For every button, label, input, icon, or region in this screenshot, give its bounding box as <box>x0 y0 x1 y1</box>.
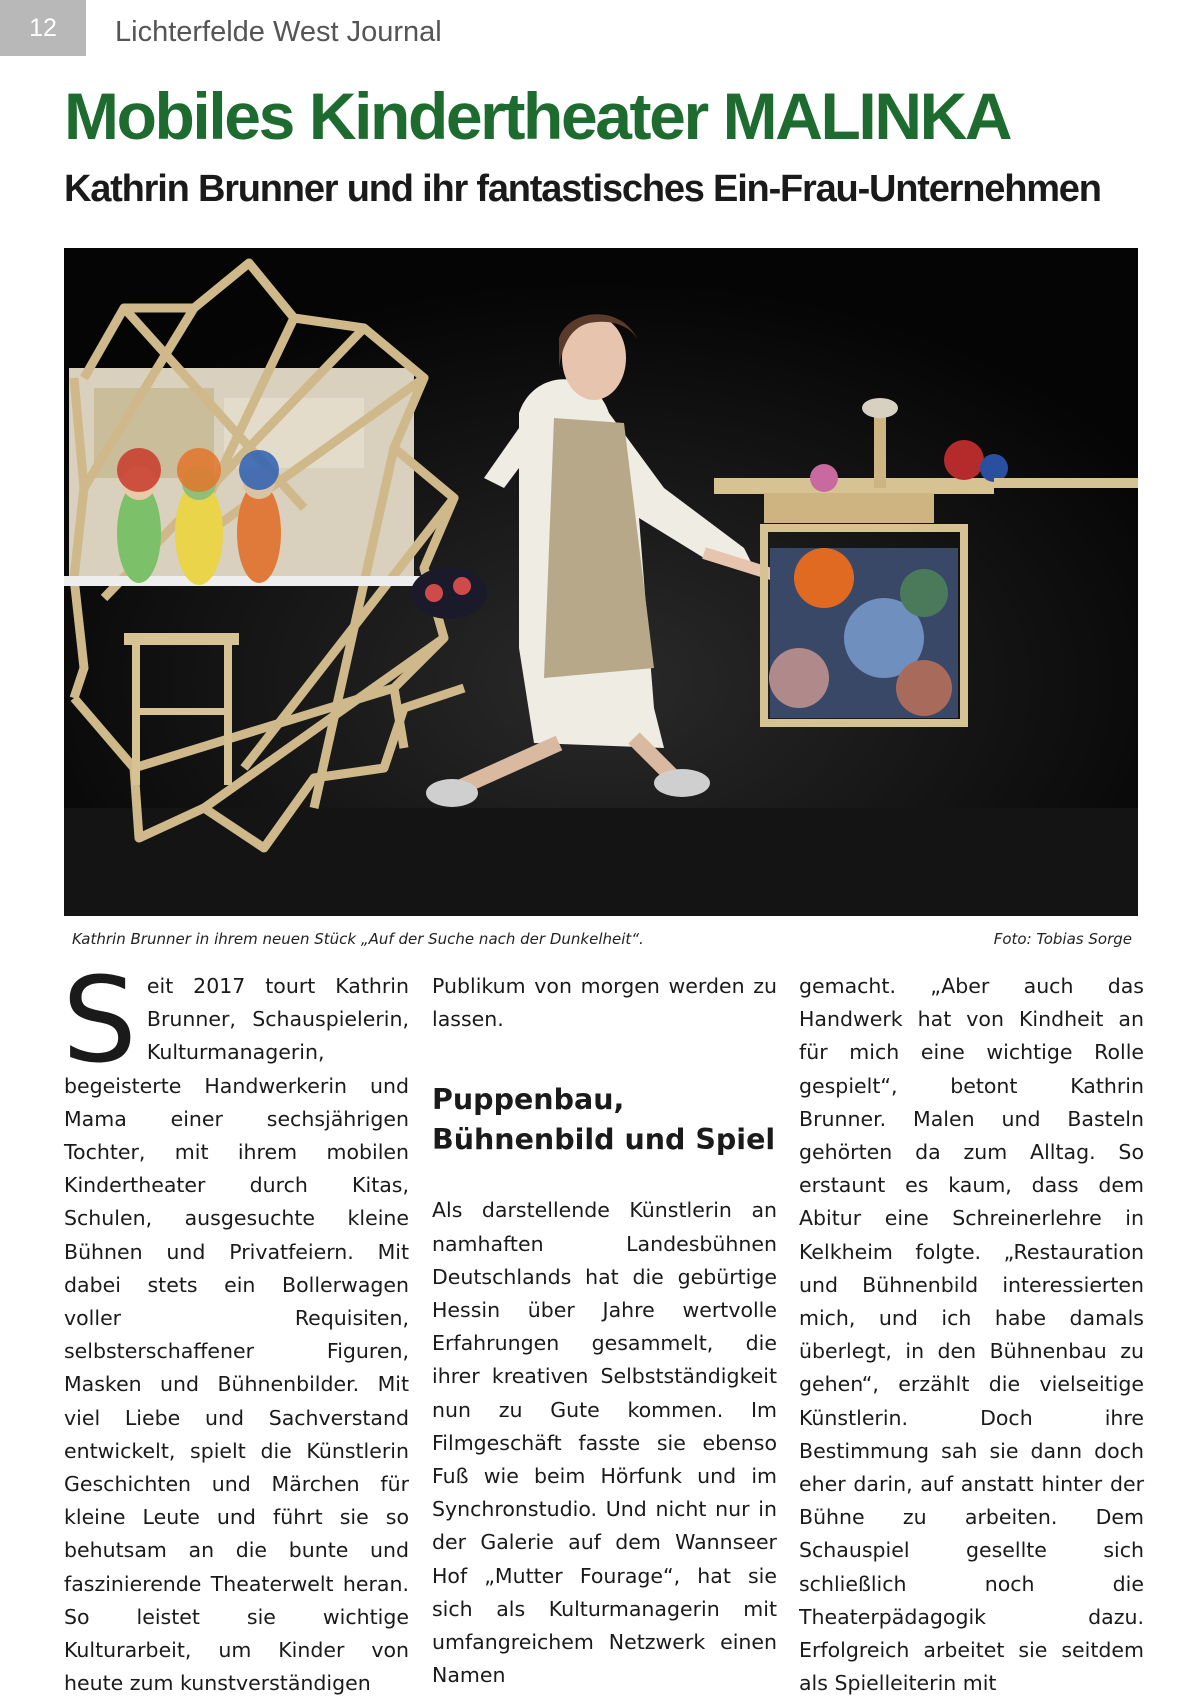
column-3-text: gemacht. „Aber auch das Handwerk hat von Kindheit an für mich eine wichtige Rolle gespielt“, betont Kathrin Brunner. Malen und Basteln gehörten da zum Alltag. So erstaunt es kaum, dass dem Abitur eine Schreinerlehre in Kelkheim folgte. „Restauration und Bühnenbild interessierten mich, und ich habe damals überlegt, in den Bühnenbau zu gehen“, erzählt die vielseitige Künstlerin. Doch ihre Bestimmung sah sie dann doch eher darin, auf anstatt hinter der Bühne zu arbeiten. Dem Schauspiel gesellte sich schließlich noch die Theaterpädagogik dazu. Erfolgreich arbeitet sie seitdem als Spielleiterin mit <box>799 974 1144 1696</box>
column-2-text-intro: Publikum von morgen werden zu lassen. <box>432 974 777 1032</box>
article-photo <box>64 248 1138 916</box>
article-column-1 <box>62 951 409 1700</box>
photo-credit: Foto: Tobias Sorge <box>993 930 1132 948</box>
column-1-text: eit 2017 tourt Kathrin Brunner, Schauspielerin, Kulturmanagerin, begeisterte Handwerkerin und Mama einer sechsjährigen Tochter, mit ihrem mobilen Kindertheater durch Kitas, Schulen, ausgesuchte kleine Bühnen und Privatfeiern. Mit dabei stets ein Bollerwagen voller Requisiten, selbsterschaffener Figuren, Masken und Bühnenbilder. Mit viel Liebe und Sachverstand entwickelt, spielt die Künstlerin Geschichten und Märchen für kleine Leute und führt sie so behutsam an die bunte und faszinierende Theaterwelt heran. So leistet sie wichtige Kulturarbeit, um Kinder von heute zum kunstverständigen <box>64 974 409 1696</box>
column-2-text-body: Als darstellende Künstlerin an namhaften Landesbühnen Deutschlands hat die gebürtige Hessin über Jahre wertvolle Erfahrungen gesammelt, die ihrer kreativen Selbstständigkeit nun zu Gute kommen. Im Filmgeschäft fasste sie ebenso Fuß wie beim Hörfunk und im Synchronstudio. Und nicht nur in der Galerie auf dem Wannseer Hof „Mutter Fourage“, hat sie sich als Kulturmanagerin mit umfangreichem Netzwerk einen Namen <box>432 1198 777 1688</box>
article-column-3 <box>799 970 1144 1700</box>
page-number: 12 <box>0 0 86 56</box>
article-column-2 <box>432 970 777 1692</box>
drop-cap: S <box>62 951 137 1089</box>
stage-scene-illustration <box>64 248 1138 916</box>
section-subhead: Puppenbau, Bühnenbild und Spiel <box>432 1083 776 1157</box>
journal-name: Lichterfelde West Journal <box>115 16 442 48</box>
article-headline: Mobiles Kindertheater MALINKA <box>64 79 1011 153</box>
article-subheadline: Kathrin Brunner und ihr fantastisches Ein-Frau-Unternehmen <box>64 168 1101 210</box>
photo-caption: Kathrin Brunner in ihrem neuen Stück „Auf der Suche nach der Dunkelheit“. <box>72 930 644 948</box>
